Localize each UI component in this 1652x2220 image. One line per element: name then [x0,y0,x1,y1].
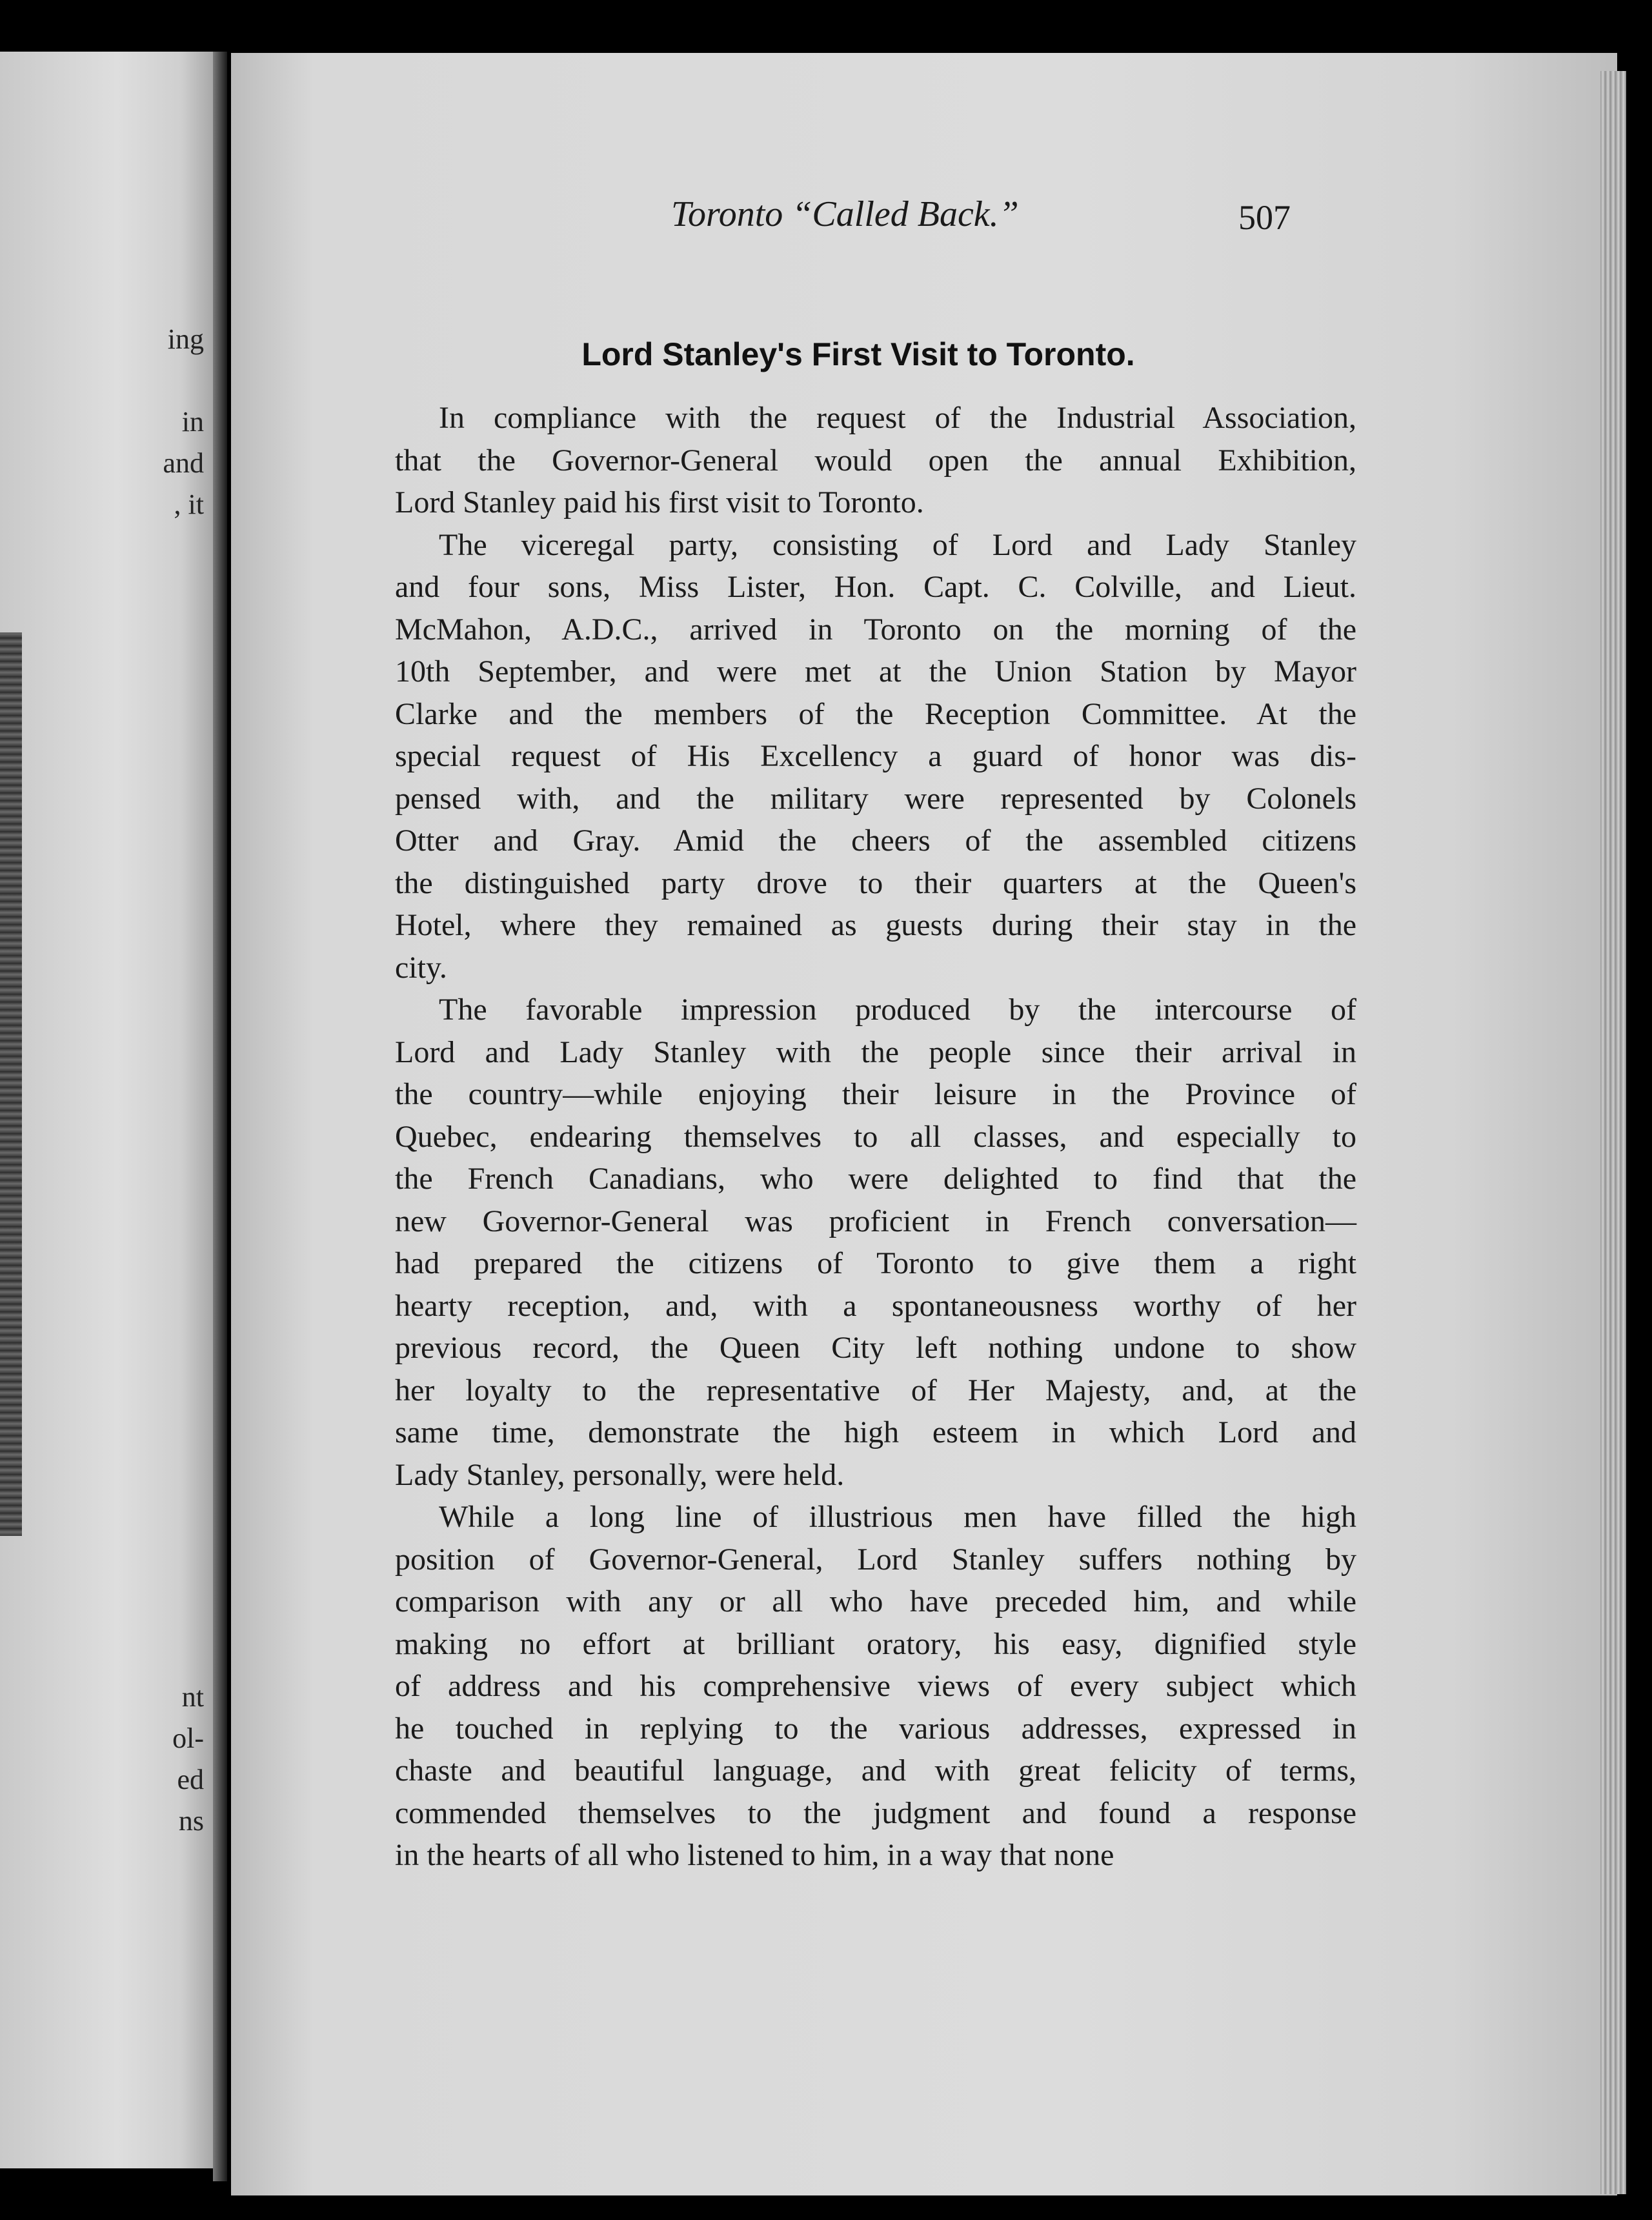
left-page-fragment: in [181,406,204,438]
text-line: commended themselves to the judgment and found a response [395,1795,1356,1830]
text-line: Quebec, endearing themselves to all classes, and especially to [395,1119,1356,1154]
text-line: making no effort at brilliant oratory, his easy, dignified style [395,1626,1356,1661]
text-line: Lord and Lady Stanley with the people since their arrival in [395,1034,1356,1069]
text-line: The favorable impression produced by the intercourse of [439,993,1356,1027]
text-line: he touched in replying to the various addresses, expressed in [395,1711,1356,1746]
text-line: had prepared the citizens of Toronto to give them a right [395,1246,1356,1280]
running-title: Toronto “Called Back.” [671,194,1019,234]
text-line: In compliance with the request of the Industrial Association, [439,401,1356,435]
text-line: chaste and beautiful language, and with great felicity of terms, [395,1753,1356,1788]
paragraph [395,989,1356,1496]
paragraph [395,397,1356,524]
left-page-fragment: nt [181,1681,204,1713]
paragraph [395,1496,1356,1877]
text-line: Hotel, where they remained as guests during their stay in the [395,908,1356,942]
book-gutter [213,52,227,2181]
text-line: city. [395,950,447,985]
text-line: While a long line of illustrious men have filled the high [439,1500,1356,1534]
text-line: the country—while enjoying their leisure in the Province of [395,1077,1356,1111]
paragraph [395,524,1356,989]
text-line: Otter and Gray. Amid the cheers of the assembled citizens [395,823,1356,858]
section-heading: Lord Stanley's First Visit to Toronto. [581,336,1135,372]
left-page-illustration [0,632,22,1536]
text-line: Lord Stanley paid his first visit to Toronto. [395,485,924,520]
text-line: her loyalty to the representative of Her Majesty, and, at the [395,1373,1356,1408]
left-page-fragment: ing [167,323,204,355]
text-line: comparison with any or all who have preceded him, and while [395,1584,1356,1619]
left-page-fragment: ol- [172,1722,204,1754]
text-line: pensed with, and the military were represented by Colonels [395,781,1356,816]
text-line: hearty reception, and, with a spontaneousness worthy of her [395,1288,1356,1323]
text-line: new Governor-General was proficient in French conversation— [395,1204,1356,1238]
text-line: Lady Stanley, personally, were held. [395,1457,845,1492]
left-page-fragment: and [163,447,204,479]
running-header [439,194,1291,245]
left-page-fragment: ed [177,1764,204,1795]
text-line: previous record, the Queen City left nothing undone to show [395,1331,1356,1365]
text-line: the French Canadians, who were delighted to find that the [395,1162,1356,1196]
text-line: the distinguished party drove to their quarters at the Queen's [395,865,1356,900]
left-page-fragment: ns [178,1805,204,1837]
left-page-fragment: , it [174,489,204,520]
text-line: McMahon, A.D.C., arrived in Toronto on the morning of the [395,612,1356,647]
text-line: 10th September, and were met at the Union Station by Mayor [395,654,1356,689]
text-line: The viceregal party, consisting of Lord and Lady Stanley [439,527,1356,562]
text-line: same time, demonstrate the high esteem in which Lord and [395,1415,1356,1449]
text-line: of address and his comprehensive views of every subject which [395,1669,1356,1703]
text-line: in the hearts of all who listened to him, in a way that none [395,1838,1114,1872]
text-line: and four sons, Miss Lister, Hon. Capt. C. Colville, and Lieut. [395,570,1356,604]
page-edge [1600,71,1626,2194]
page-number: 507 [1238,198,1291,237]
text-line: special request of His Excellency a guard of honor was dis- [395,739,1356,773]
text-line: position of Governor-General, Lord Stanley suffers nothing by [395,1542,1356,1577]
left-page [0,52,213,2168]
text-line: Clarke and the members of the Reception Committee. At the [395,696,1356,731]
text-line: that the Governor-General would open the annual Exhibition, [395,443,1356,478]
body-text [395,397,1356,1877]
